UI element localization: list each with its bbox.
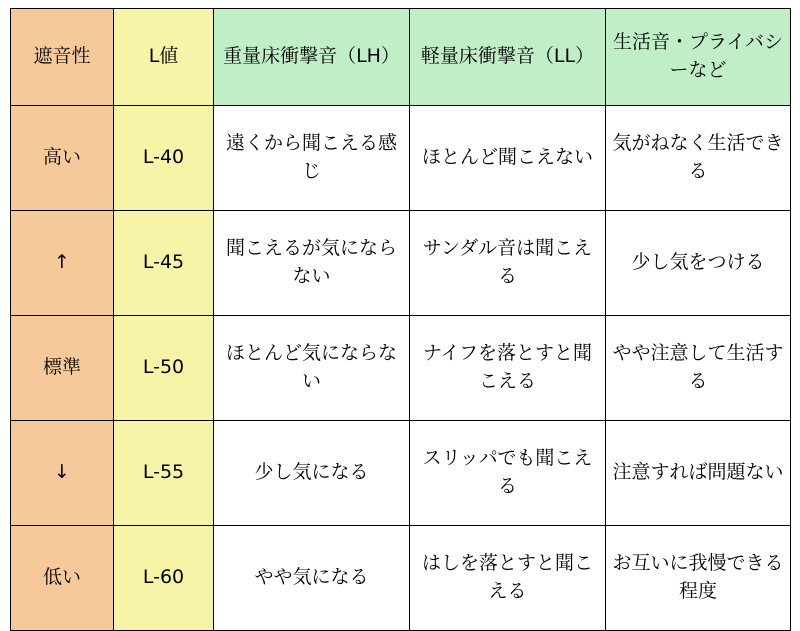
row-lvalue: L-60 <box>114 526 214 631</box>
row-level-label: 低い <box>11 526 114 631</box>
row-living-sound-desc: お互いに我慢できる程度 <box>606 526 791 631</box>
row-light-impact-desc: はしを落とすと聞こえる <box>410 526 606 631</box>
row-lvalue: L-50 <box>114 316 214 421</box>
row-living-sound-desc: 注意すれば問題ない <box>606 421 791 526</box>
table-header-row <box>11 9 791 106</box>
column-header-lvalue: L値 <box>114 9 214 106</box>
row-lvalue: L-45 <box>114 211 214 316</box>
sound-insulation-table <box>10 8 791 631</box>
row-lvalue: L-40 <box>114 106 214 211</box>
row-light-impact-desc: ナイフを落とすと聞こえる <box>410 316 606 421</box>
table-row <box>11 316 791 421</box>
table-row <box>11 421 791 526</box>
row-living-sound-desc: 少し気をつける <box>606 211 791 316</box>
row-level-label: 高い <box>11 106 114 211</box>
row-light-impact-desc: ほとんど聞こえない <box>410 106 606 211</box>
row-heavy-impact-desc: 少し気になる <box>214 421 410 526</box>
table-row <box>11 526 791 631</box>
row-heavy-impact-desc: 遠くから聞こえる感じ <box>214 106 410 211</box>
row-light-impact-desc: スリッパでも聞こえる <box>410 421 606 526</box>
column-header-living-sound: 生活音・プライバシーなど <box>606 9 791 106</box>
row-living-sound-desc: 気がねなく生活できる <box>606 106 791 211</box>
row-lvalue: L-55 <box>114 421 214 526</box>
column-header-light-impact: 軽量床衝撃音（LL） <box>410 9 606 106</box>
row-light-impact-desc: サンダル音は聞こえる <box>410 211 606 316</box>
row-living-sound-desc: やや注意して生活する <box>606 316 791 421</box>
column-header-insulation: 遮音性 <box>11 9 114 106</box>
column-header-heavy-impact: 重量床衝撃音（LH） <box>214 9 410 106</box>
table-row <box>11 211 791 316</box>
row-heavy-impact-desc: ほとんど気にならない <box>214 316 410 421</box>
row-heavy-impact-desc: やや気になる <box>214 526 410 631</box>
row-level-label: ↓ <box>11 421 114 526</box>
row-heavy-impact-desc: 聞こえるが気にならない <box>214 211 410 316</box>
table-row <box>11 106 791 211</box>
row-level-label: 標準 <box>11 316 114 421</box>
row-level-label: ↑ <box>11 211 114 316</box>
